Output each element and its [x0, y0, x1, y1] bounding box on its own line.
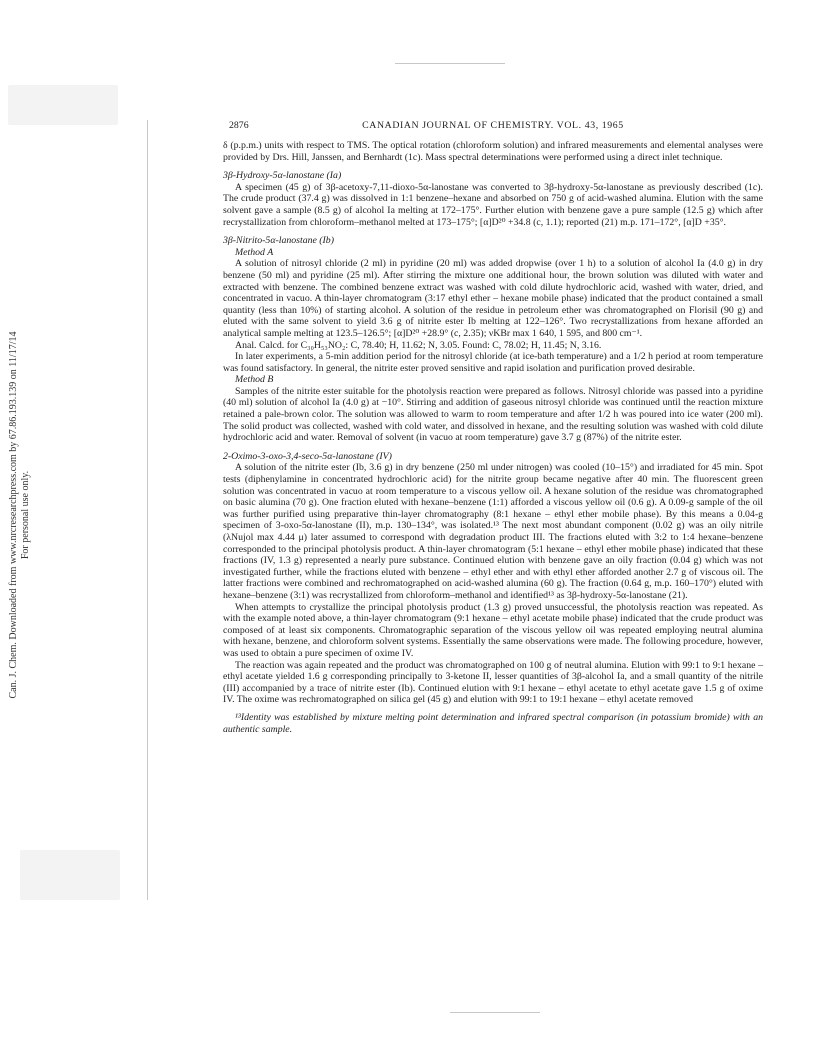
sidebar-line-2: For personal use only. — [20, 470, 31, 560]
method-b-paragraph: Samples of the nitrite ester suitable for the photolysis reaction were prepared as follows. Nitrosyl chloride was passed into a pyridine (40 ml) solution of alcohol Ia (4.0 g) at −10°. Stirring and addition of gaseous nitrosyl chloride was continued until the reaction mixture retained a pale-brown color. The solution was allowed to warm to room temperature and after 1/2 h was poured into ice water (200 ml). The solid product was collected, washed with cold water, and dissolved in hexane, and the resulting solution was washed with cold dilute hydrochloric acid and water. Removal of solvent (in vacuo at room temperature) gave 3.7 g (87%) of the nitrite ester. — [223, 385, 763, 444]
section-heading-ia: 3β-Hydroxy-5α-lanostane (Ia) — [223, 170, 342, 182]
download-sidebar — [0, 195, 40, 835]
section-ia-paragraph: A specimen (45 g) of 3β-acetoxy-7,11-dioxo-5α-lanostane was converted to 3β-hydroxy-5α-lanostane as previously described (1c). The crude product (37.4 g) was dissolved in 1:1 benzene–hexane and absorbed on 750 g of acid-washed alumina. Elution with the same solvent gave a sample (8.5 g) of alcohol Ia melting at 172–175°. Further elution with benzene gave a pure sample (12.5 g) which after recrystallization from chloroform–methanol melted at 173–175°; [α]D²⁰ +34.8 (c, 1.1); reported (21) m.p. 171–172°, [α]D +35°. — [223, 181, 763, 228]
intro-paragraph: δ (p.p.m.) units with respect to TMS. The optical rotation (chloroform solution) and infrared measurements and elemental analyses were provided by Drs. Hill, Janssen, and Bernhardt (1c). Mass spectral determinations were performed using a direct inlet technique. — [223, 140, 763, 163]
method-a-paragraph: A solution of nitrosyl chloride (2 ml) in pyridine (20 ml) was added dropwise (over 1 h) to a solution of alcohol Ia (4.0 g) in dry benzene (50 ml) and pyridine (25 ml). After stirring the mixture one additional hour, the brown solution was diluted with water and extracted with benzene. The combined benzene extract was washed with cold dilute hydrochloric acid, washed with water, dried, and concentrated in vacuo. A thin-layer chromatogram (3:17 ethyl ether – hexane mobile phase) indicated that the product contained a small quantity (less than 10%) of starting alcohol. A solution of the residue in petroleum ether was chromatographed on Florisil (90 g) and eluted with the same solvent to yield 3.6 g of nitrite ester Ib melting at 122–126°. Two recrystallizations from hexane afforded an analytical sample melting at 123.5–126.5°; [α]D²⁰ +28.9° (c, 2.35); νKBr max 1 640, 1 595, and 800 cm⁻¹. — [223, 258, 763, 339]
section-iv-paragraph: A solution of the nitrite ester (Ib, 3.6 g) in dry benzene (250 ml under nitrogen) was cooled (10–15°) and irradiated for 45 min. Spot tests (diphenylamine in concentrated hydrochloric acid) for the nitrite group became negative after 40 min. The fluorescent green solution was concentrated in vacuo at room temperature to a viscous yellow oil. A hexane solution of the residue was chromatographed on basic alumina (70 g). One fraction eluted with hexane–benzene (1:1) afforded a viscous yellow oil (0.6 g). A 0.09-g sample of the oil was further purified using preparative thin-layer chromatography (8:1 hexane – ethyl ether mobile phase). By this means a 0.04-g specimen of 3-oxo-5α-lanostane (II), m.p. 130–134°, was isolated.¹³ The next most abundant component (0.02 g) was an oily nitrile (λNujol max 4.44 μ) later assumed to correspond with degradation product III. The fractions eluted with 3:2 to 1:4 hexane–benzene corresponded to the principal photolysis product. A thin-layer chromatogram (5:1 hexane – ethyl ether mobile phase) indicated that these fractions (IV, 1.3 g) represented a nearly pure substance. Continued elution with benzene gave an oily fraction (0.04 g) which was not investigated further, while the fractions eluted with benzene – ethyl ether and with ethyl ether afforded another 2.7 g of viscous oil. The latter fractions were combined and rechromatographed on acid-washed alumina (60 g). The fraction (0.64 g, m.p. 160–170°) eluted with hexane–benzene (3:1) was recrystallized from chloroform–methanol and identified¹³ as 3β-hydroxy-5α-lanostane (21). — [223, 462, 763, 601]
scan-artifact-bottom — [450, 1012, 540, 1013]
running-head — [223, 120, 763, 134]
attempts-paragraph: When attempts to crystallize the principal photolysis product (1.3 g) proved unsuccessful, the photolysis reaction was repeated. As with the example noted above, a thin-layer chromatogram (9:1 hexane – ethyl acetate mobile phase) indicated that the crude product was composed of at least six components. Chromatographic separation of the viscous yellow oil was repeated employing neutral alumina with hexane, benzene, and chloroform solvent systems. Essentially the same observations were made. The following procedure, however, was used to obtain a pure specimen of oxime IV. — [223, 601, 763, 659]
method-a-heading: Method A — [235, 246, 274, 258]
scan-smudge-2 — [20, 850, 120, 900]
method-b-heading: Method B — [235, 374, 274, 386]
journal-title: CANADIAN JOURNAL OF CHEMISTRY. VOL. 43, 1965 — [362, 120, 624, 131]
page-number: 2876 — [229, 120, 249, 131]
scan-artifact-top — [395, 63, 505, 64]
section-heading-ib: 3β-Nitrito-5α-lanostane (Ib) — [223, 235, 334, 247]
sidebar-text — [8, 332, 32, 699]
later-experiments-paragraph: In later experiments, a 5-min addition period for the nitrosyl chloride (at ice-bath temperature) and a 1/2 h period at room temperature was found satisfactory. In general, the nitrite ester proved sensitive and rapid isolation and purification proved desirable. — [223, 351, 763, 374]
section-heading-iv: 2-Oximo-3-oxo-3,4-seco-5α-lanostane (IV) — [223, 450, 392, 462]
page-content — [223, 120, 763, 735]
scan-margin-line — [147, 120, 148, 900]
repeat-paragraph: The reaction was again repeated and the product was chromatographed on 100 g of neutral alumina. Elution with 99:1 to 9:1 hexane – ethyl acetate yielded 1.6 g corresponding principally to 3-ketone II, lesser quantities of 3β-alcohol Ia, and a small quantity of the nitrile (III) accompanied by a trace of nitrite ester (Ib). Continued elution with 9:1 hexane – ethyl acetate to ethyl acetate gave 1.5 g of oxime IV. The oxime was rechromatographed on silica gel (45 g) and elution with 99:1 to 19:1 hexane – ethyl acetate removed — [223, 659, 763, 706]
analysis-paragraph: Anal. Calcd. for C₃₀H₅₃NO₂: C, 78.40; H, 11.62; N, 3.05. Found: C, 78.02; H, 11.45; N, 3.16. — [235, 339, 602, 351]
sidebar-line-1: Can. J. Chem. Downloaded from www.nrcresearchpress.com by 67.86.193.139 on 11/17/14 — [8, 331, 19, 699]
footnote-13: ¹³Identity was established by mixture melting point determination and infrared spectral comparison (in potassium bromide) with an authentic sample. — [223, 711, 763, 735]
scan-smudge-1 — [8, 85, 118, 125]
